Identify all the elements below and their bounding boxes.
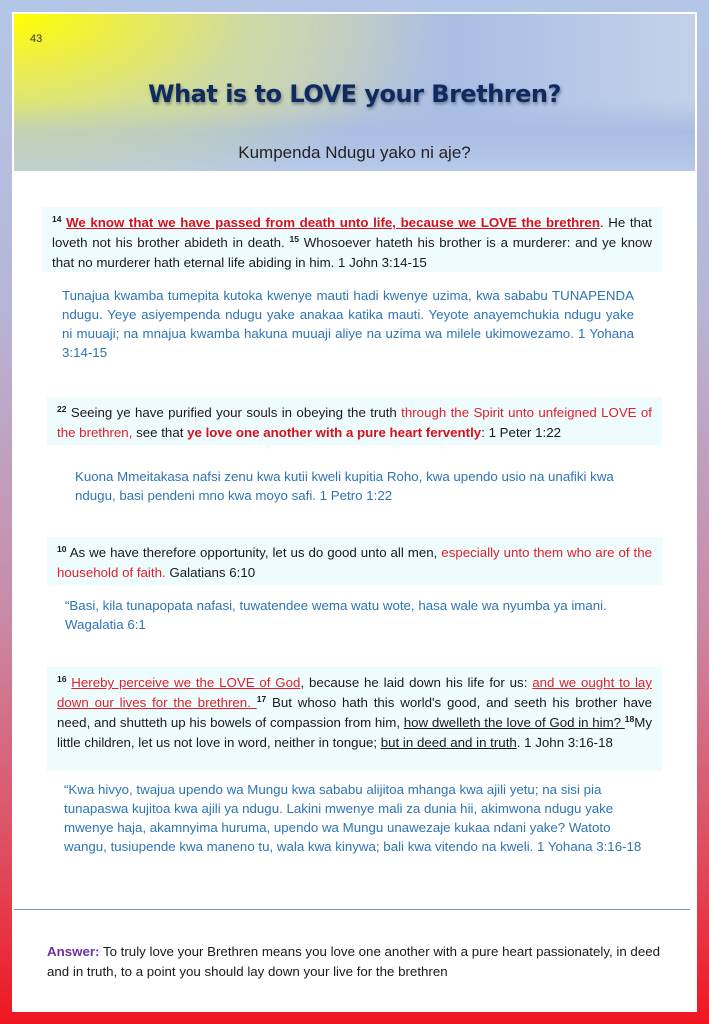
verse-number: 17 (256, 694, 267, 704)
english-verse-2 (47, 397, 662, 445)
verse-text: . 1 John 3:16-18 (516, 735, 613, 750)
verse-highlight: Hereby perceive we the LOVE of God (71, 675, 301, 690)
english-verse-3 (47, 537, 662, 585)
verse-highlight: and we ought to lay down our lives for the brethren. (57, 675, 652, 710)
answer (47, 942, 677, 982)
swahili-verse-3: “Basi, kila tunapopata nafasi, tuwatendee wema watu wote, hasa wale wa nyumba ya imani. Wagalatia 6:1 (65, 598, 607, 632)
verse-highlight: through the Spirit unto unfeigned LOVE of the brethren, (57, 405, 652, 440)
page-number: 43 (30, 33, 43, 45)
verse-text: , because he laid down his life for us: (300, 675, 533, 690)
divider (14, 909, 690, 910)
verse-number: 14 (52, 214, 62, 224)
page-subtitle: Kumpenda Ndugu yako ni aje? (238, 143, 471, 162)
verse-underline: but in deed and in truth (380, 735, 517, 750)
verse-text: Whosoever hateth his brother is a murderer: and ye know that no murderer hath eternal life abiding in him. 1 John 3:14-15 (52, 235, 652, 270)
verse-text: see that (132, 425, 188, 440)
answer-label: Answer (47, 944, 96, 959)
answer-text: To truly love your Brethren means you love one another with a pure heart passionately, in deed and in truth, to a point you should lay down your live for the brethren (47, 944, 661, 979)
verse-number: 10 (57, 544, 67, 554)
verse-number: 16 (57, 674, 67, 684)
verse-text: . He that loveth not his brother abideth in death. (52, 215, 652, 250)
verse-text: : 1 Peter 1:22 (481, 425, 562, 440)
verse-underline: how dwelleth the love of God in him? (403, 715, 625, 730)
verse-number: 15 (289, 234, 299, 244)
swahili-verse-1: Tunajua kwamba tumepita kutoka kwenye mauti hadi kwenye uzima, kwa sababu TUNAPENDA ndugu. Yeye asiyempenda ndugu yake anakaa katika mauti. Yeyote anayemchukia ndugu yake ni muuaji; na mnajua kwamba hakuna muuaji aliye na uzima wa milele ukimowezamo. 1 Yohana 3:14-15 (62, 288, 634, 360)
header-banner (14, 14, 695, 171)
english-verse-1 (42, 207, 662, 272)
answer-colon: : (95, 944, 100, 959)
verse-number: 22 (57, 404, 67, 414)
verse-text: My little children, let us not love in word, neither in tongue; (57, 715, 652, 750)
verse-text: Seeing ye have purified your souls in obeying the truth (70, 405, 402, 420)
verse-text: Galatians 6:10 (165, 565, 256, 580)
verse-highlight: We know that we have passed from death unto life, because we LOVE the brethren (66, 215, 600, 230)
verse-text: As we have therefore opportunity, let us do good unto all men, (69, 545, 442, 560)
verse-highlight: especially unto them who are of the household of faith. (57, 545, 652, 580)
swahili-verse-2: Kuona Mmeitakasa nafsi zenu kwa kutii kweli kupitia Roho, kwa upendo usio na unafiki kwa ndugu, basi pendeni mno kwa moyo safi. 1 Petro 1:22 (75, 469, 614, 503)
page (12, 12, 697, 1012)
swahili-verse-4: “Kwa hivyo, twajua upendo wa Mungu kwa sababu alijitoa mhanga kwa ajili yetu; na sisi pia tunapaswa kujitoa kwa ajili ya ndugu. Lakini mwenye mali za dunia hii, akimwona ndugu yake mwenye haja, akamnyima huruma, upendo wa Mungu unawezaje kukaa ndani yake? Watoto wangu, tusiupende kwa maneno tu, wala kwa kinywa; bali kwa vitendo na kweli. 1 Yohana 3:16-18 (64, 782, 642, 854)
verse-number: 18 (624, 714, 635, 724)
english-verse-4 (47, 667, 662, 771)
page-title: What is to LOVE your Brethren? (148, 80, 561, 108)
verse-text: But whoso hath this world's good, and seeth his brother have need, and shutteth up his bowels of compassion from him, (57, 695, 653, 730)
verse-highlight: ye love one another with a pure heart fervently (187, 425, 482, 440)
